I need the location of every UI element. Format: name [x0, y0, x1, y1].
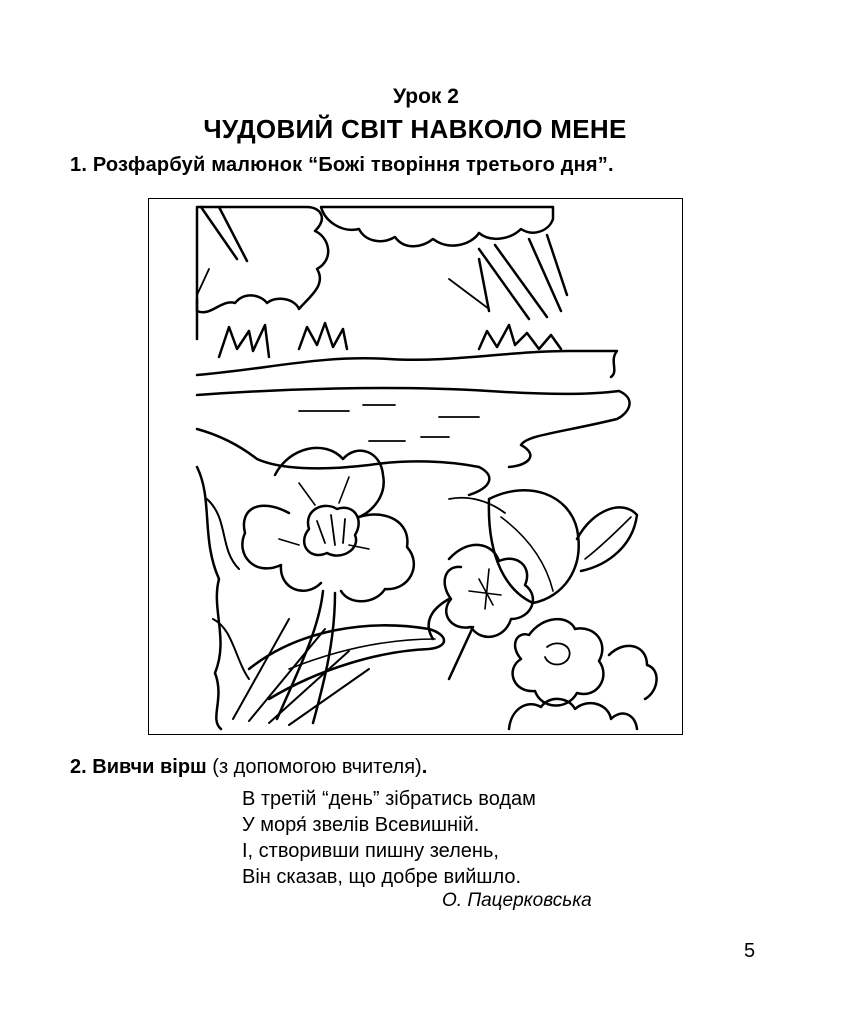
grass-tuft-middle: [299, 323, 347, 349]
task-2-end: .: [421, 756, 428, 778]
left-plant: [197, 467, 221, 729]
poppy-stem: [277, 591, 335, 723]
tree-canopy-left: [197, 207, 328, 312]
task-2-note: (з допомогою вчителя): [212, 756, 422, 778]
bottom-bushes: [509, 699, 637, 729]
poem-author: О. Пацерковська: [442, 890, 592, 911]
task-2-instruction: [70, 756, 427, 779]
water-bottom-edge: [197, 429, 489, 495]
poem-line: І, створивши пишну зелень,: [242, 840, 499, 862]
water-top-edge: [197, 388, 630, 467]
tree-canopy-right: [321, 207, 553, 246]
tree-trunk-right: [479, 235, 567, 319]
page-title: ЧУДОВИЙ СВІТ НАВКОЛО МЕНЕ: [203, 114, 627, 144]
poppy-center: [304, 506, 358, 556]
coloring-picture: [148, 198, 683, 735]
task-2-number: 2.: [70, 756, 87, 778]
task-2-bold-text: Вивчи вірш: [92, 756, 207, 778]
right-leaf-large: [489, 490, 579, 603]
lesson-label: Урок 2: [393, 85, 459, 108]
task-1-instruction: 1. Розфарбуй малюнок “Божі творіння третього дня”.: [70, 154, 614, 176]
poem-line: У моря́ звелів Всевишній.: [242, 814, 480, 836]
water-ripple-1: [299, 405, 479, 441]
left-stems: [233, 619, 369, 725]
poem: [242, 786, 536, 890]
tree-trunk-left: [197, 207, 247, 339]
shore-line: [197, 351, 617, 377]
poppy-petal-right: [341, 515, 414, 602]
poem-line: Він сказав, що добре вийшло.: [242, 866, 522, 888]
grass-tuft-right: [479, 325, 561, 349]
grass-tuft-left: [219, 325, 269, 357]
small-flower: [513, 619, 604, 705]
page-number: 5: [744, 940, 756, 962]
lily-flower: [445, 545, 533, 637]
poem-line: В третій “день” зібратись водам: [242, 788, 536, 810]
